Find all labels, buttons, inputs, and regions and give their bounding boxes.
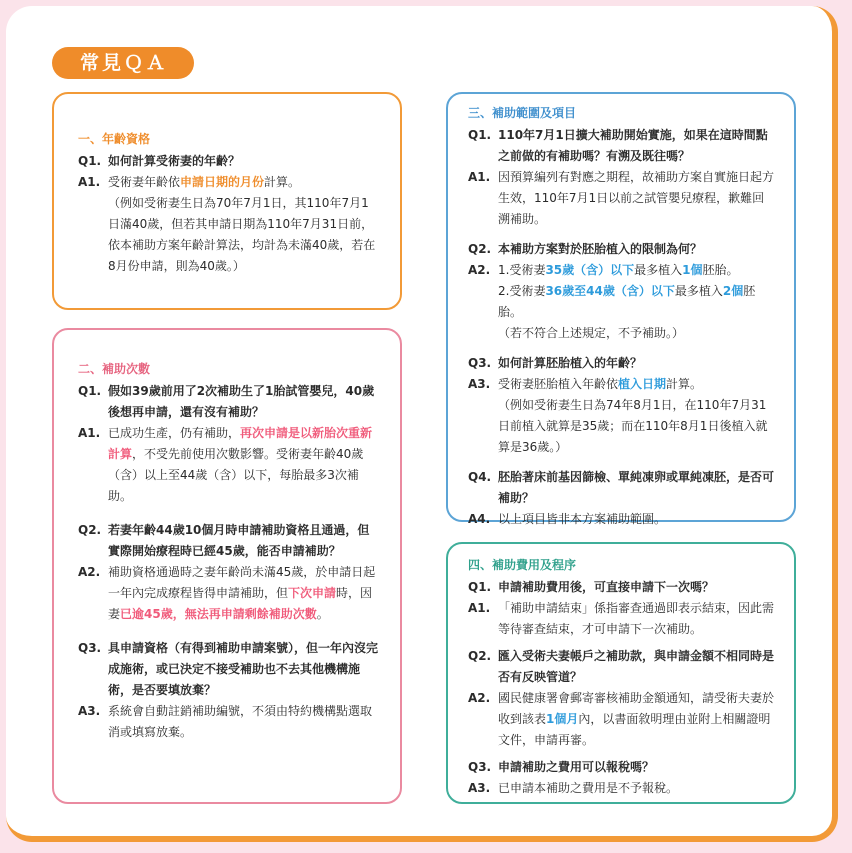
answer: A3. 系統會自動註銷補助編號，不須由特約機構點選取消或填寫放棄。	[78, 704, 373, 739]
answer: A1. 受術妻年齡依申請日期的月份計算。 （例如受術妻生日為70年7月1日，其110年7月1日滿40歲，但若其申請日期為110年7月31日前，依本補助方案年齡計算法，均計為未滿40歲，若在8月份申請，則為40歲。）	[78, 175, 376, 273]
section-title: 四、補助費用及程序	[468, 558, 577, 572]
section-title: 一、年齡資格	[78, 132, 151, 146]
question: Q3. 申請補助之費用可以報稅嗎？	[468, 760, 655, 774]
answer: A2. 補助資格通過時之妻年齡尚未滿45歲，於申請日起一年內完成療程皆得申請補助，但下次申請時，因妻已逾45歲，無法再申請剩餘補助次數。	[78, 565, 376, 621]
question: Q3. 具申請資格（有得到補助申請案號），但一年內沒完成施術，或已決定不接受補助也不去其他機構施術，是否要填放棄？	[78, 641, 379, 697]
section-fees-procedure	[446, 542, 796, 804]
answer: A3. 受術妻胚胎植入年齡依植入日期計算。 （例如受術妻生日為74年8月1日，在110年7月31日前植入就算是35歲；而在110年8月1日後植入就算是36歲。）	[468, 377, 768, 454]
question: Q2. 本補助方案對於胚胎植入的限制為何？	[468, 242, 703, 256]
answer: A1. 因預算編列有對應之期程，故補助方案自實施日起方生效，110年7月1日以前之試管嬰兒療程，歉難回溯補助。	[468, 170, 775, 226]
answer: A1. 「補助申請結束」係指審查通過即表示結束，因此需等待審查結束，才可申請下一次補助。	[468, 601, 775, 636]
question: Q2. 匯入受術夫妻帳戶之補助款，與申請金額不相同時是否有反映管道？	[468, 649, 775, 684]
answer: A4. 以上項目皆非本方案補助範圍。	[468, 512, 667, 526]
question: Q2. 若妻年齡44歲10個月時申請補助資格且通過，但實際開始療程時已經45歲，能否申請補助？	[78, 523, 370, 558]
section-age-eligibility	[52, 92, 402, 310]
section-subsidy-count	[52, 328, 402, 804]
question: Q1. 假如39歲前用了2次補助生了1胎試管嬰兒，40歲後想再申請，還有沒有補助？	[78, 384, 375, 419]
question: Q1. 如何計算受術妻的年齡？	[78, 154, 241, 168]
page-title: 常見ＱＡ	[52, 47, 194, 79]
section-title: 三、補助範圍及項目	[468, 106, 577, 120]
answer: A1. 已成功生產，仍有補助，再次申請是以新胎次重新計算，不受先前使用次數影響。受術妻年齡40歲（含）以上至44歲（含）以下，每胎最多3次補助。	[78, 426, 373, 503]
question: Q1. 110年7月1日擴大補助開始實施，如果在這時間點之前做的有補助嗎？有溯及既往嗎？	[468, 128, 768, 163]
answer-example: （例如受術妻生日為74年8月1日，在110年7月31日前植入就算是35歲；而在110年8月1日後植入就算是36歲。）	[498, 398, 768, 454]
question: Q4. 胚胎著床前基因篩檢、單純凍卵或單純凍胚，是否可補助？	[468, 470, 775, 505]
answer-line-1: 1.受術妻35歲（含）以下最多植入1個胚胎。	[498, 263, 739, 277]
answer-line-2: 2.受術妻36歲至44歲（含）以下最多植入2個胚胎。	[498, 284, 756, 319]
answer-note: （若不符合上述規定，不予補助。）	[498, 326, 685, 340]
section-scope-items	[446, 92, 796, 526]
answer: A2. 國民健康署會郵寄審核補助金額通知，請受術夫妻於收到該表1個月內，以書面敘明理由並附上相關證明文件，申請再審。	[468, 691, 775, 747]
answer: A3. 已申請本補助之費用是不予報稅。	[468, 781, 679, 795]
section-title: 二、補助次數	[78, 362, 151, 376]
question: Q3. 如何計算胚胎植入的年齡？	[468, 356, 643, 370]
answer: A2. 1.受術妻35歲（含）以下最多植入1個胚胎。 2.受術妻36歲至44歲（含）以下最多植入2個胚胎。 （若不符合上述規定，不予補助。）	[468, 263, 756, 340]
answer-example: （例如受術妻生日為70年7月1日，其110年7月1日滿40歲，但若其申請日期為110年7月31日前，依本補助方案年齡計算法，均計為未滿40歲，若在8月份申請，則為40歲。）	[108, 196, 376, 273]
question: Q1. 申請補助費用後，可直接申請下一次嗎？	[468, 580, 715, 594]
